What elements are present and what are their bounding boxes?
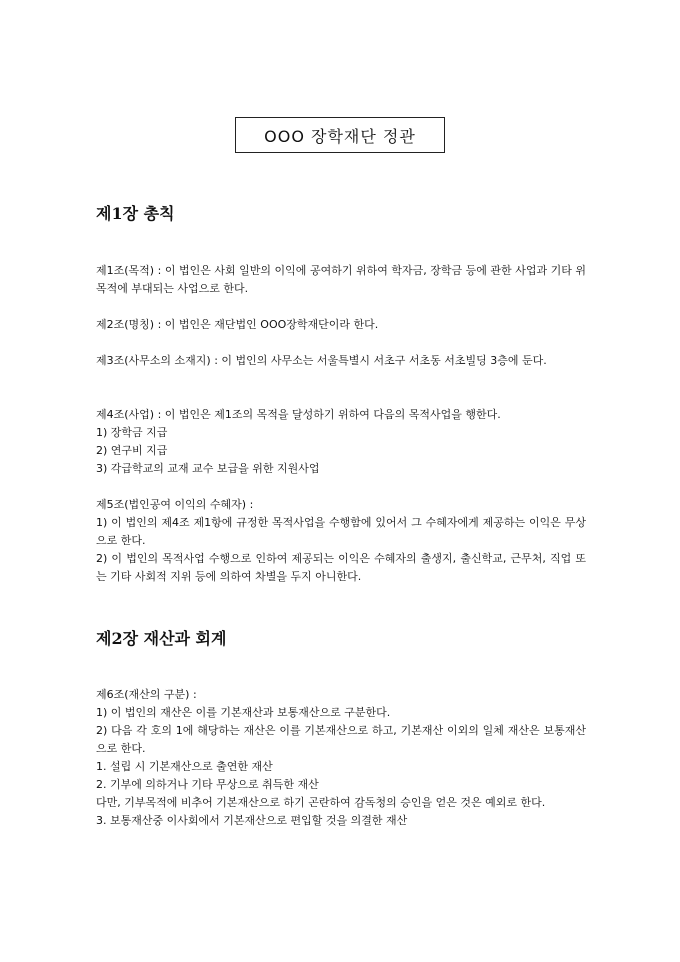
article-5-item: 2) 이 법인의 목적사업 수행으로 인하여 제공되는 이익은 수혜자의 출생지, 출신학교, 근무처, 직업 또는 기타 사회적 지위 등에 의하여 차별을 두지 아니한다. <box>96 552 586 583</box>
article-4-item: 3) 각급학교의 교재 교수 보급을 위한 지원사업 <box>96 462 320 475</box>
article-5-item: 1) 이 법인의 제4조 제1항에 규정한 목적사업을 수행함에 있어서 그 수혜자에게 제공하는 이익은 무상으로 한다. <box>96 516 586 547</box>
article-6 <box>96 686 586 830</box>
article-5-title: 제5조(법인공여 이익의 수혜자) : <box>96 498 254 511</box>
article-3: 제3조(사무소의 소재지) : 이 법인의 사무소는 서울특별시 서초구 서초동 서초빌딩 3층에 둔다. <box>96 354 547 367</box>
article-6-title: 제6조(재산의 구분) : <box>96 688 197 701</box>
article-6-item: 3. 보통재산중 이사회에서 기본재산으로 편입할 것을 의결한 재산 <box>96 814 408 827</box>
article-4-title: 제4조(사업) : 이 법인은 제1조의 목적을 달성하기 위하여 다음의 목적사업을 행한다. <box>96 408 501 421</box>
article-6-item: 다만, 기부목적에 비추어 기본재산으로 하기 곤란하여 감독청의 승인을 얻은 것은 예외로 한다. <box>96 796 546 809</box>
article-4 <box>96 406 586 478</box>
article-6-item: 1) 이 법인의 재산은 이를 기본재산과 보통재산으로 구분한다. <box>96 706 391 719</box>
article-4-item: 2) 연구비 지급 <box>96 444 168 457</box>
chapter-2-heading: 제2장 재산과 회계 <box>96 629 227 648</box>
article-4-item: 1) 장학금 지급 <box>96 426 168 439</box>
chapter-1-heading: 제1장 총칙 <box>96 204 175 223</box>
article-6-item: 2. 기부에 의하거나 기타 무상으로 취득한 재산 <box>96 778 319 791</box>
article-6-item: 1. 설립 시 기본재산으로 출연한 재산 <box>96 760 273 773</box>
document-title: OOO 장학재단 정관 <box>235 117 445 153</box>
article-5 <box>96 496 586 586</box>
article-1: 제1조(목적) : 이 법인은 사회 일반의 이익에 공여하기 위하여 학자금, 장학금 등에 관한 사업과 기타 위 목적에 부대되는 사업으로 한다. <box>96 264 586 295</box>
article-6-item: 2) 다음 각 호의 1에 해당하는 재산은 이를 기본재산으로 하고, 기본재산 이외의 일체 재산은 보통재산으로 한다. <box>96 724 586 755</box>
article-2: 제2조(명칭) : 이 법인은 재단법인 OOO장학재단이라 한다. <box>96 318 379 331</box>
